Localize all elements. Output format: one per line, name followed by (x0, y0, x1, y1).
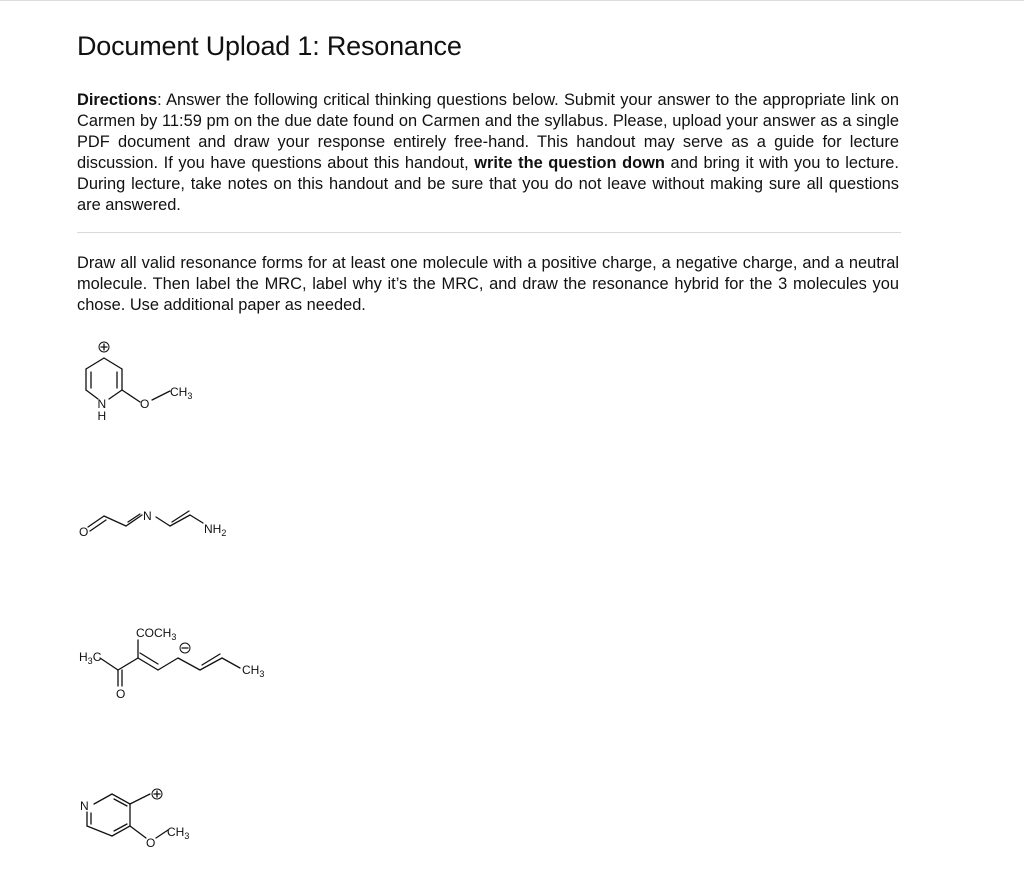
molecule-4-bonds (87, 794, 168, 838)
molecule-2-o-atom: O (79, 525, 89, 539)
molecule-3-structure (70, 621, 280, 706)
directions-text-1: : Answer the following critical thinking questions below. Submit your answer to the appropriate link on Carmen by 11:59 pm on the due date found on Carmen and the syllabus. Please, upload your answer as a single PDF document and draw your response entirely free-hand. This handout may serve as a guide for lecture discussion. If you have questions about this handout, (77, 91, 899, 172)
molecule-3-acyl: $COCH_3$ (136, 626, 177, 642)
page-title: Document Upload 1: Resonance (77, 31, 462, 61)
molecule-3-o-atom: O (116, 687, 126, 701)
molecule-3-right-methyl: $CH_3$ (242, 663, 265, 679)
molecule-1-o-atom: O (140, 397, 150, 411)
molecule-4-methyl: $CH_3$ (167, 825, 190, 841)
molecule-2-structure (70, 501, 250, 546)
molecule-4-o-atom: O (146, 836, 156, 850)
directions-emphasis: write the question down (474, 154, 665, 172)
molecule-1-n-atom: N (97, 397, 107, 411)
section-divider (77, 232, 901, 233)
molecule-2-amine: $NH_2$ (204, 522, 227, 538)
molecule-1-bonds (86, 358, 170, 402)
molecule-1-methyl: $CH_3$ (170, 385, 193, 401)
molecule-2-n-atom: N (143, 509, 152, 523)
molecule-3-left-methyl: $H_3C$ (79, 650, 102, 666)
molecule-4-structure (70, 784, 210, 854)
task-paragraph: Draw all valid resonance forms for at least one molecule with a positive charge, a negative charge, and a neutral molecule. Then label the MRC, label why it’s the MRC, and draw the resonance hybrid for the 3 molecules you chose. Use additional paper as needed. (77, 254, 899, 314)
molecule-1-structure (60, 336, 210, 431)
molecule-4-n-atom: N (80, 799, 89, 813)
directions-paragraph (77, 90, 899, 216)
directions-text-2: and bring it with you to lecture. During lecture, take notes on this handout and be sure that you do not leave without making sure all questions are answered. (77, 154, 899, 214)
molecule-1-h-atom: H (97, 409, 107, 423)
directions-label: Directions (77, 91, 158, 109)
molecule-3-bonds (100, 640, 240, 686)
